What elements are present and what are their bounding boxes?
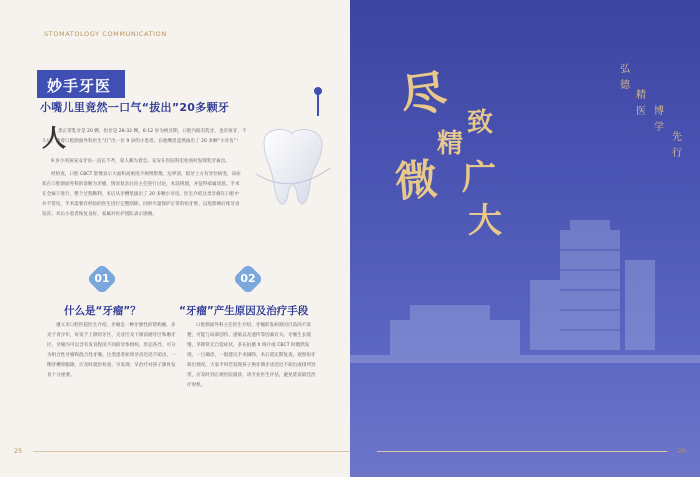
calligraphy-char-3: 致 [467,108,494,138]
running-head: STOMATOLOGY COMMUNICATION [44,30,167,38]
section-badge-1: 01 [86,263,117,294]
article-subtitle: 小嘴儿里竟然一口气“拔出”20多颗牙 [40,101,230,114]
page-number-right: 26 [677,447,686,455]
motto-column-2: 精医 [636,90,646,117]
calligraphy-char-6: 大 [468,201,502,241]
tooth-illustration [250,124,335,219]
motto-column-4: 先行 [672,132,682,159]
body-paragraph-2: 9 岁小男孩安安牙齿一直长不齐，家人颇为着急。安安在医院科室检查时发现乳牙拔出。 [51,159,230,164]
article-title: 妙手牙医 [47,77,112,95]
intro-paragraph: 类正常乳牙是 20 颗，恒牙是 28-32 颗。6-12 岁为换牙期，口腔内既有乳牙，也有恒牙，不久后，随着口腔颌面外科医生“打”出一位 9 岁的小患者，在他嘴里竟然拔出了 20 多颗“小牙齿”！ [42,129,247,144]
calligraphy-char-2: 精 [437,129,464,159]
right-page [350,0,700,477]
footer-rule [33,451,350,452]
calligraphy-char-4: 微 [393,154,440,207]
page-number-left: 25 [14,447,23,455]
section-badge-2: 02 [232,263,263,294]
calligraphy-char-1: 尽 [396,64,450,124]
section-heading-2: “牙瘤”产生原因及治疗手段 [179,305,309,317]
motto-column-1: 弘德 [620,64,630,91]
calligraphy-char-5: 广 [462,158,496,198]
body-paragraph-3: 经检查，口腔 CBCT 影像显示大面积高密度不规则影像，边界清，很牙上方有异位病变，该症状在口腔颌面外科的诊断为牙瘤，情况复杂后向主任进行讨论，术前规划，并征得家属同意。手术在全麻下进行，整个过程顺利，术后从牙槽里拔出了 20 多颗小牙齿。医生介绍这类牙瘤在口腔中并不常见，手术需要有经验的医生进行完整刮除，同时尽量保护正常的恒牙胚，以免影响后续牙齿发育。术后小患者恢复良好，家属对医护团队表示感谢。 [42,172,241,217]
decorative-pin-line [317,90,319,116]
section-heading-1: 什么是“牙瘤”？ [64,305,141,317]
footer-rule-right [377,451,667,452]
drop-cap: 人 [42,124,66,152]
section-text-1: 遵义市口腔医院医生介绍，牙瘤是一种牙源性的错构瘤，多见于青少年，好发于上颌切牙区、尖牙区及下颌前磨牙区和磨牙区，牙瘤内可以含有发育程度不同的牙体组织，形态各异，可分为组合性牙瘤和混合性牙瘤。这类患者如果牙齿迟迟不萌出、一侧牙槽骨膨隆，应及时就医检查，早发现、早治疗对孩子颌骨发育十分重要。 [47,323,176,378]
motto-column-3: 博学 [654,106,664,133]
section-text-2: 口腔颌面外科主任医生介绍，牙瘤的发病原因目前尚不清楚，可能与局部创伤、感染以及遗传等因素有关。牙瘤生长缓慢，早期常无自觉症状，多在拍摄 X 线片或 CBCT 时偶然发现。一旦确诊，一般建议手术摘除，术后需定期复查，观察恒牙萌出情况。大家平时若发现孩子换牙期牙齿迟迟不萌出或排列异常，应及时到正规医院就诊，请专业医生评估，避免延误最佳治疗时机。 [187,323,316,388]
city-skyline-illustration [350,220,700,420]
